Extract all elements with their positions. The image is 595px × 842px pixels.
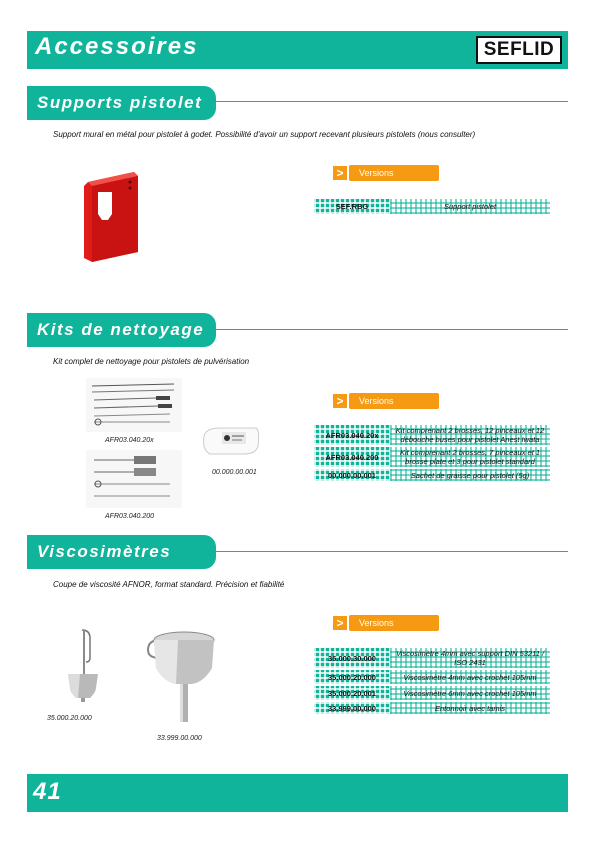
product-code: 35.000.20.000 [314, 670, 390, 684]
footer-bar [27, 774, 568, 812]
table-row [314, 469, 550, 481]
product-code: 35.000.20.001 [314, 686, 390, 700]
cleaning-kit-image-200 [86, 450, 182, 508]
versions-tag: Versions [349, 393, 439, 409]
product-code: 35.000.30.000 [314, 648, 390, 668]
product-description: Viscosimètre 4mm avec crochet 105mm [390, 670, 550, 684]
table-row [314, 648, 550, 668]
viscosity-cup-hook-image [50, 628, 110, 708]
section-description: Kit complet de nettoyage pour pistolets de pulvérisation [53, 357, 250, 366]
image-caption: AFR03.040.20x [105, 437, 154, 444]
versions-tag: Versions [349, 165, 439, 181]
image-caption: 35.000.20.000 [47, 715, 92, 722]
product-description: Entonnoir avec tamis [390, 702, 550, 714]
wall-bracket-image [78, 168, 144, 264]
image-caption: 00.000.00.001 [212, 469, 257, 476]
chevron-right-icon: > [333, 394, 347, 408]
product-code: AFR03.040.200 [314, 447, 390, 467]
chevron-right-icon: > [333, 166, 347, 180]
chevron-right-icon: > [333, 616, 347, 630]
versions-table-viscosimetres [314, 648, 550, 714]
section-title-supports: Supports pistolet [27, 86, 216, 120]
table-row [314, 670, 550, 684]
image-caption: AFR03.040.200 [105, 513, 155, 520]
table-row [314, 686, 550, 700]
product-code: 00.000.00.001 [314, 469, 390, 481]
viscosity-funnel-image [142, 620, 220, 728]
table-row [314, 199, 550, 214]
page-title: Accessoires [35, 33, 199, 60]
product-code: AFR03.040.20x [314, 425, 390, 445]
product-code: 33.999.00.000 [314, 702, 390, 714]
page-number: 41 [33, 778, 62, 805]
product-description: Kit comprenant 2 brosses, 12 pinceaux et 12 débouche buses pour pistolet Anest Iwata [390, 425, 550, 445]
product-description: Viscosimètre 4mm avec support DIN 53211 / ISO 2431 [390, 648, 550, 668]
brand-logo: SEFLID [476, 36, 562, 64]
section-description: Coupe de viscosité AFNOR, format standard. Précision et fiabilité [53, 580, 285, 589]
table-row [314, 447, 550, 467]
table-row [314, 425, 550, 445]
product-description: Support pistolet [390, 199, 550, 214]
table-row [314, 702, 550, 714]
section-title-viscosimetres: Viscosimètres [27, 535, 216, 569]
versions-table-supports [314, 199, 550, 214]
product-code: SEF.RBG [314, 199, 390, 214]
product-description: Viscosimètre 6mm avec crochet 105mm [390, 686, 550, 700]
image-caption: 33.999.00.000 [157, 735, 202, 742]
versions-tag: Versions [349, 615, 439, 631]
product-description: Kit comprenant 2 brosses, 7 pinceaux et 1 brosse plate et 3 pour pistolet standard [390, 447, 550, 467]
grease-sachet-image [200, 420, 262, 460]
section-divider [216, 329, 568, 330]
section-divider [216, 101, 568, 102]
versions-table-kits [314, 425, 550, 481]
section-description: Support mural en métal pour pistolet à godet. Possibilité d'avoir un support recevant plusieurs pistolets (nous consulter) [53, 130, 476, 139]
section-divider [216, 551, 568, 552]
product-description: Sachet de graisse pour pistolet (5g) [390, 469, 550, 481]
cleaning-kit-image-20x [86, 378, 182, 432]
section-title-kits: Kits de nettoyage [27, 313, 216, 347]
